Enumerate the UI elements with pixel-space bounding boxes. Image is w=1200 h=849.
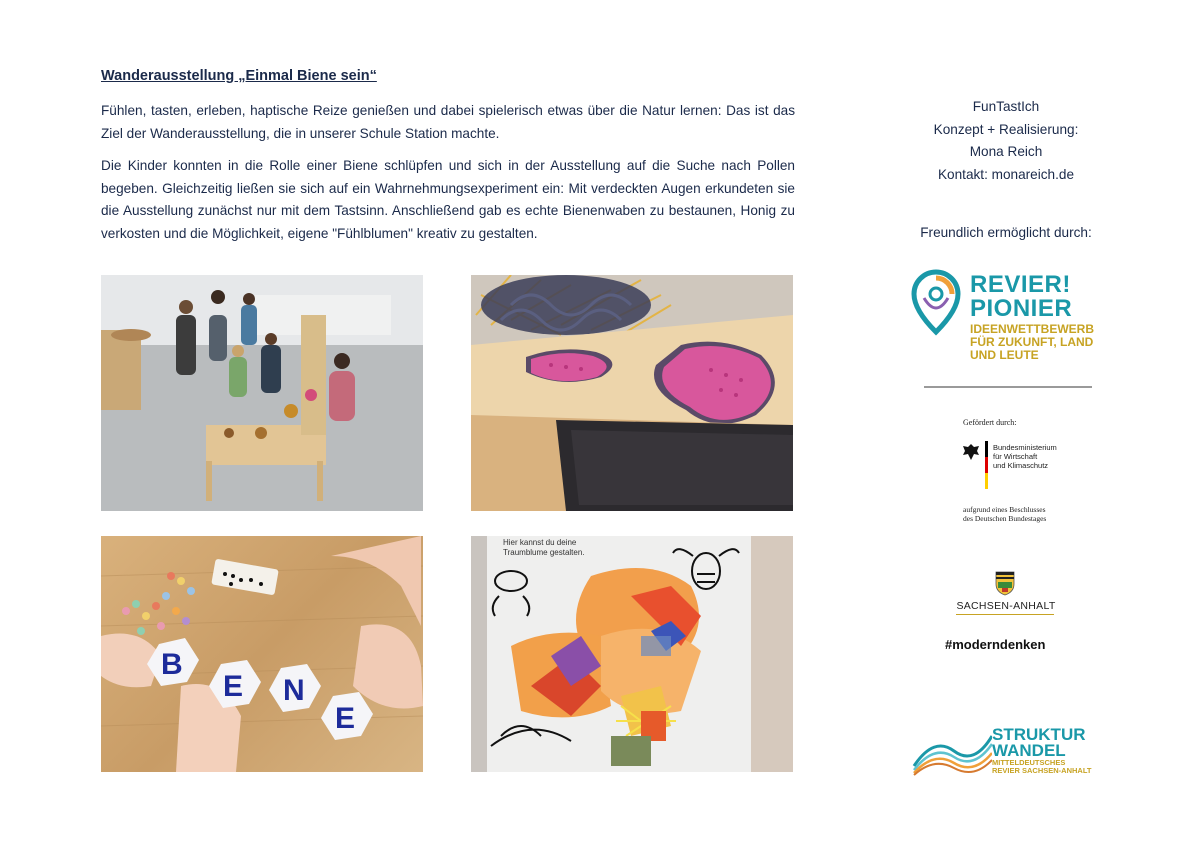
bundestag-note [963, 505, 1046, 523]
revier-line3: IDEENWETTBEWERB [970, 322, 1094, 336]
contact-info: Kontakt: monareich.de [937, 166, 1075, 182]
sachsen-anhalt-name: SACHSEN-ANHALT [956, 600, 1056, 612]
revier-line2: PIONIER [970, 295, 1073, 322]
photo-caption-line1: Hier kannst du deine [503, 538, 577, 547]
revier-line1: REVIER! [970, 271, 1071, 298]
strukturwandel-logo [912, 722, 1112, 778]
page-heading: Wanderausstellung „Einmal Biene sein“ [101, 68, 377, 84]
photo-tactile-box [471, 275, 793, 511]
letter-tile: B [161, 648, 183, 681]
photo-exhibition-room [101, 275, 423, 511]
sachsen-anhalt-underline [956, 614, 1054, 615]
bundestag-line2: des Deutschen Bundestages [963, 514, 1047, 523]
project-name: FunTastIch [972, 99, 1040, 114]
ministry-line3: und Klimaschutz [993, 461, 1049, 470]
revier-pionier-logo [910, 268, 1110, 368]
wave-lines-icon [912, 726, 992, 776]
bundestag-line1: aufgrund eines Beschlusses [963, 505, 1046, 514]
letter-tile: N [283, 674, 305, 707]
revier-line5: UND LEUTE [970, 348, 1039, 362]
strukturwandel-line3: MITTELDEUTSCHES [992, 758, 1066, 767]
author-name: Mona Reich [969, 144, 1043, 159]
photo-exhibition-room-illustration [101, 275, 423, 511]
hashtag-moderndenken: #moderndenken [945, 637, 1046, 652]
german-flag-bar [985, 441, 988, 489]
photo-caption-line2: Traumblume gestalten. [503, 548, 585, 557]
sidebar-divider [924, 386, 1092, 388]
strukturwandel-line1: STRUKTUR [992, 725, 1086, 744]
map-pin-icon [910, 268, 966, 338]
description-paragraph: Die Kinder konnten in die Rolle einer Biene schlüpfen und sich in der Ausstellung auf die Suche nach Pollen begeben. Gleichzeitig ließen sie sich auf ein Wahrnehmungsexperiment ein: Mit verdeckten Augen erkundeten sie die Ausstellung zunächst nur mit dem Tastsinn. Anschließend gab es echte Bienenwaben zu bestaunen, Honig zu verkosten und die Möglichkeit, eigene "Fühlblumen" kreativ zu gestalten. [101, 158, 795, 241]
strukturwandel-line4: REVIER SACHSEN-ANHALT [992, 766, 1092, 775]
photo-dream-flower-illustration [471, 536, 793, 772]
photo-dream-flower [471, 536, 793, 772]
letter-tile: E [335, 702, 356, 735]
ministry-line2: für Wirtschaft [993, 452, 1038, 461]
revier-line4: FÜR ZUKUNFT, LAND [970, 335, 1094, 349]
concept-label: Konzept + Realisierung: [933, 121, 1079, 137]
ministry-line1: Bundesministerium [993, 443, 1057, 452]
strukturwandel-line2: WANDEL [992, 741, 1066, 760]
letter-tile: E [223, 670, 244, 703]
sponsor-label: Freundlich ermöglicht durch: [920, 225, 1092, 240]
intro-paragraph: Fühlen, tasten, erleben, haptische Reize genießen und dabei spielerisch etwas über die Natur lernen: Das ist das Ziel der Wanderausstellung, die in unserer Schule Station machte. [101, 103, 795, 141]
sachsen-anhalt-crest-icon [994, 570, 1016, 596]
photo-biene-letters-illustration [101, 536, 423, 772]
photo-tactile-box-illustration [471, 275, 793, 511]
federal-eagle-icon [961, 442, 981, 462]
photo-biene-letters [101, 536, 423, 772]
ministry-name [993, 443, 1057, 470]
funded-by-label: Gefördert durch: [963, 418, 1017, 427]
